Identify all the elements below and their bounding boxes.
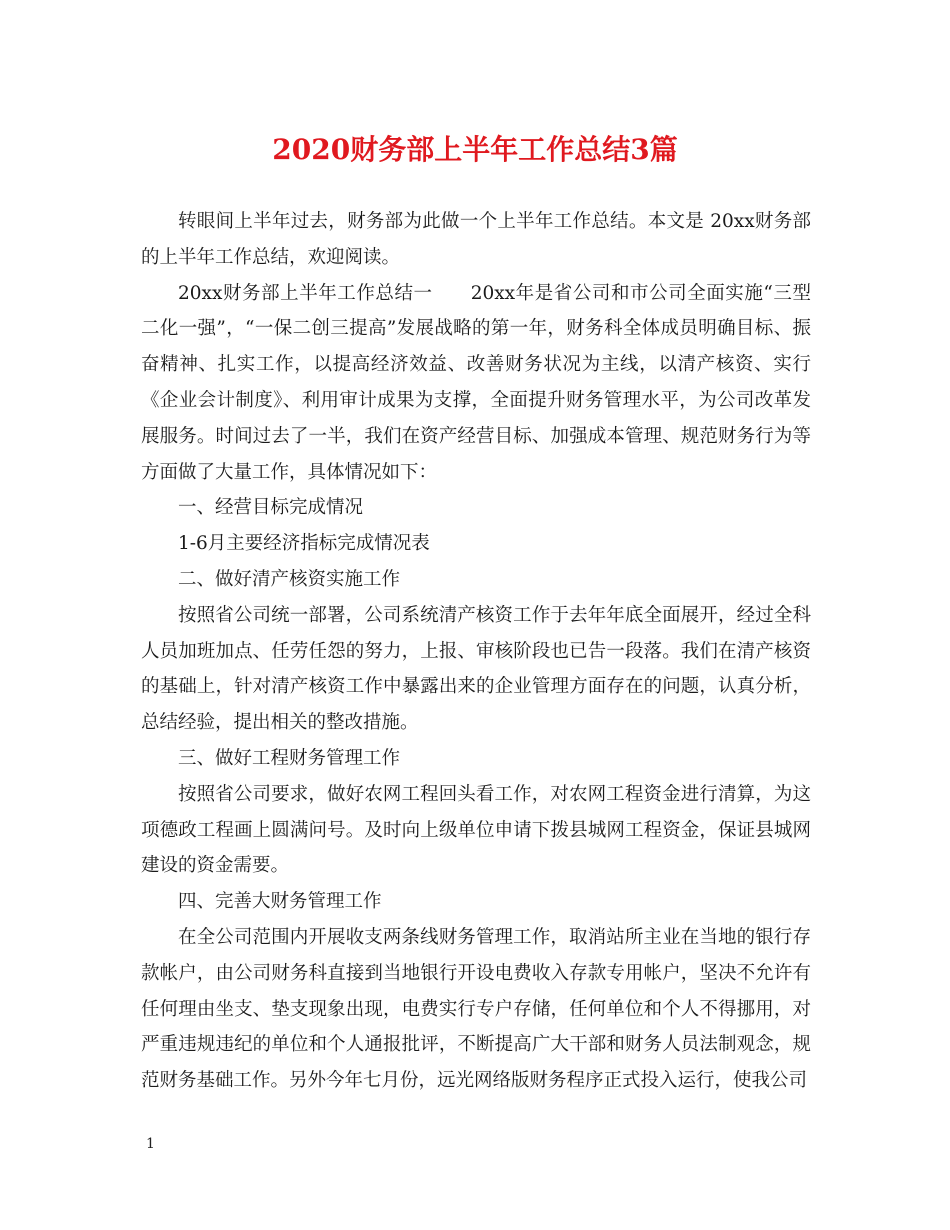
section-heading-4: 四、完善大财务管理工作 [178, 891, 382, 913]
document-body [141, 204, 811, 1099]
document-title: 2020财务部上半年工作总结3篇 [272, 133, 678, 166]
section-heading-2: 二、做好清产核资实施工作 [178, 568, 401, 590]
table-caption: 1-6月主要经济指标完成情况表 [178, 533, 430, 555]
section-4-paragraph: 在全公司范围内开展收支两条线财务管理工作，取消站所主业在当地的银行存款帐户，由公司财务科直接到当地银行开设电费收入存款专用帐户，坚决不允许有任何理由坐支、垫支现象出现，电费实行专户存储，任何单位和个人不得挪用，对严重违规违纪的单位和个人通报批评，不断提高广大干部和财务人员法制观念，规范财务基础工作。另外今年七月份，远光网络版财务程序正式投入运行，使我公司 [141, 926, 811, 1092]
section-3-paragraph: 按照省公司要求，做好农网工程回头看工作，对农网工程资金进行清算，为这项德政工程画上圆满问号。及时向上级单位申请下拨县城网工程资金，保证县城网建设的资金需要。 [141, 783, 811, 877]
section-heading-1: 一、经营目标完成情况 [178, 497, 364, 519]
section-heading-3: 三、做好工程财务管理工作 [178, 747, 401, 769]
summary-one-paragraph: 20xx财务部上半年工作总结一 20xx年是省公司和市公司全面实施“三型二化一强”，“一保二创三提高”发展战略的第一年，财务科全体成员明确目标、振奋精神、扎实工作，以提高经济效益、改善财务状况为主线，以清产核资、实行《企业会计制度》、利用审计成果为支撑，全面提升财务管理水平，为公司改革发展服务。时间过去了一半，我们在资产经营目标、加强成本管理、规范财务行为等方面做了大量工作，具体情况如下： [141, 282, 811, 483]
page-number: 1 [146, 1136, 155, 1152]
section-2-paragraph: 按照省公司统一部署，公司系统清产核资工作于去年年底全面展开，经过全科人员加班加点、任劳任怨的努力，上报、审核阶段也已告一段落。我们在清产核资的基础上，针对清产核资工作中暴露出来的企业管理方面存在的问题，认真分析，总结经验，提出相关的整改措施。 [141, 604, 811, 734]
intro-paragraph: 转眼间上半年过去，财务部为此做一个上半年工作总结。本文是 20xx财务部的上半年工作总结，欢迎阅读。 [141, 211, 811, 268]
